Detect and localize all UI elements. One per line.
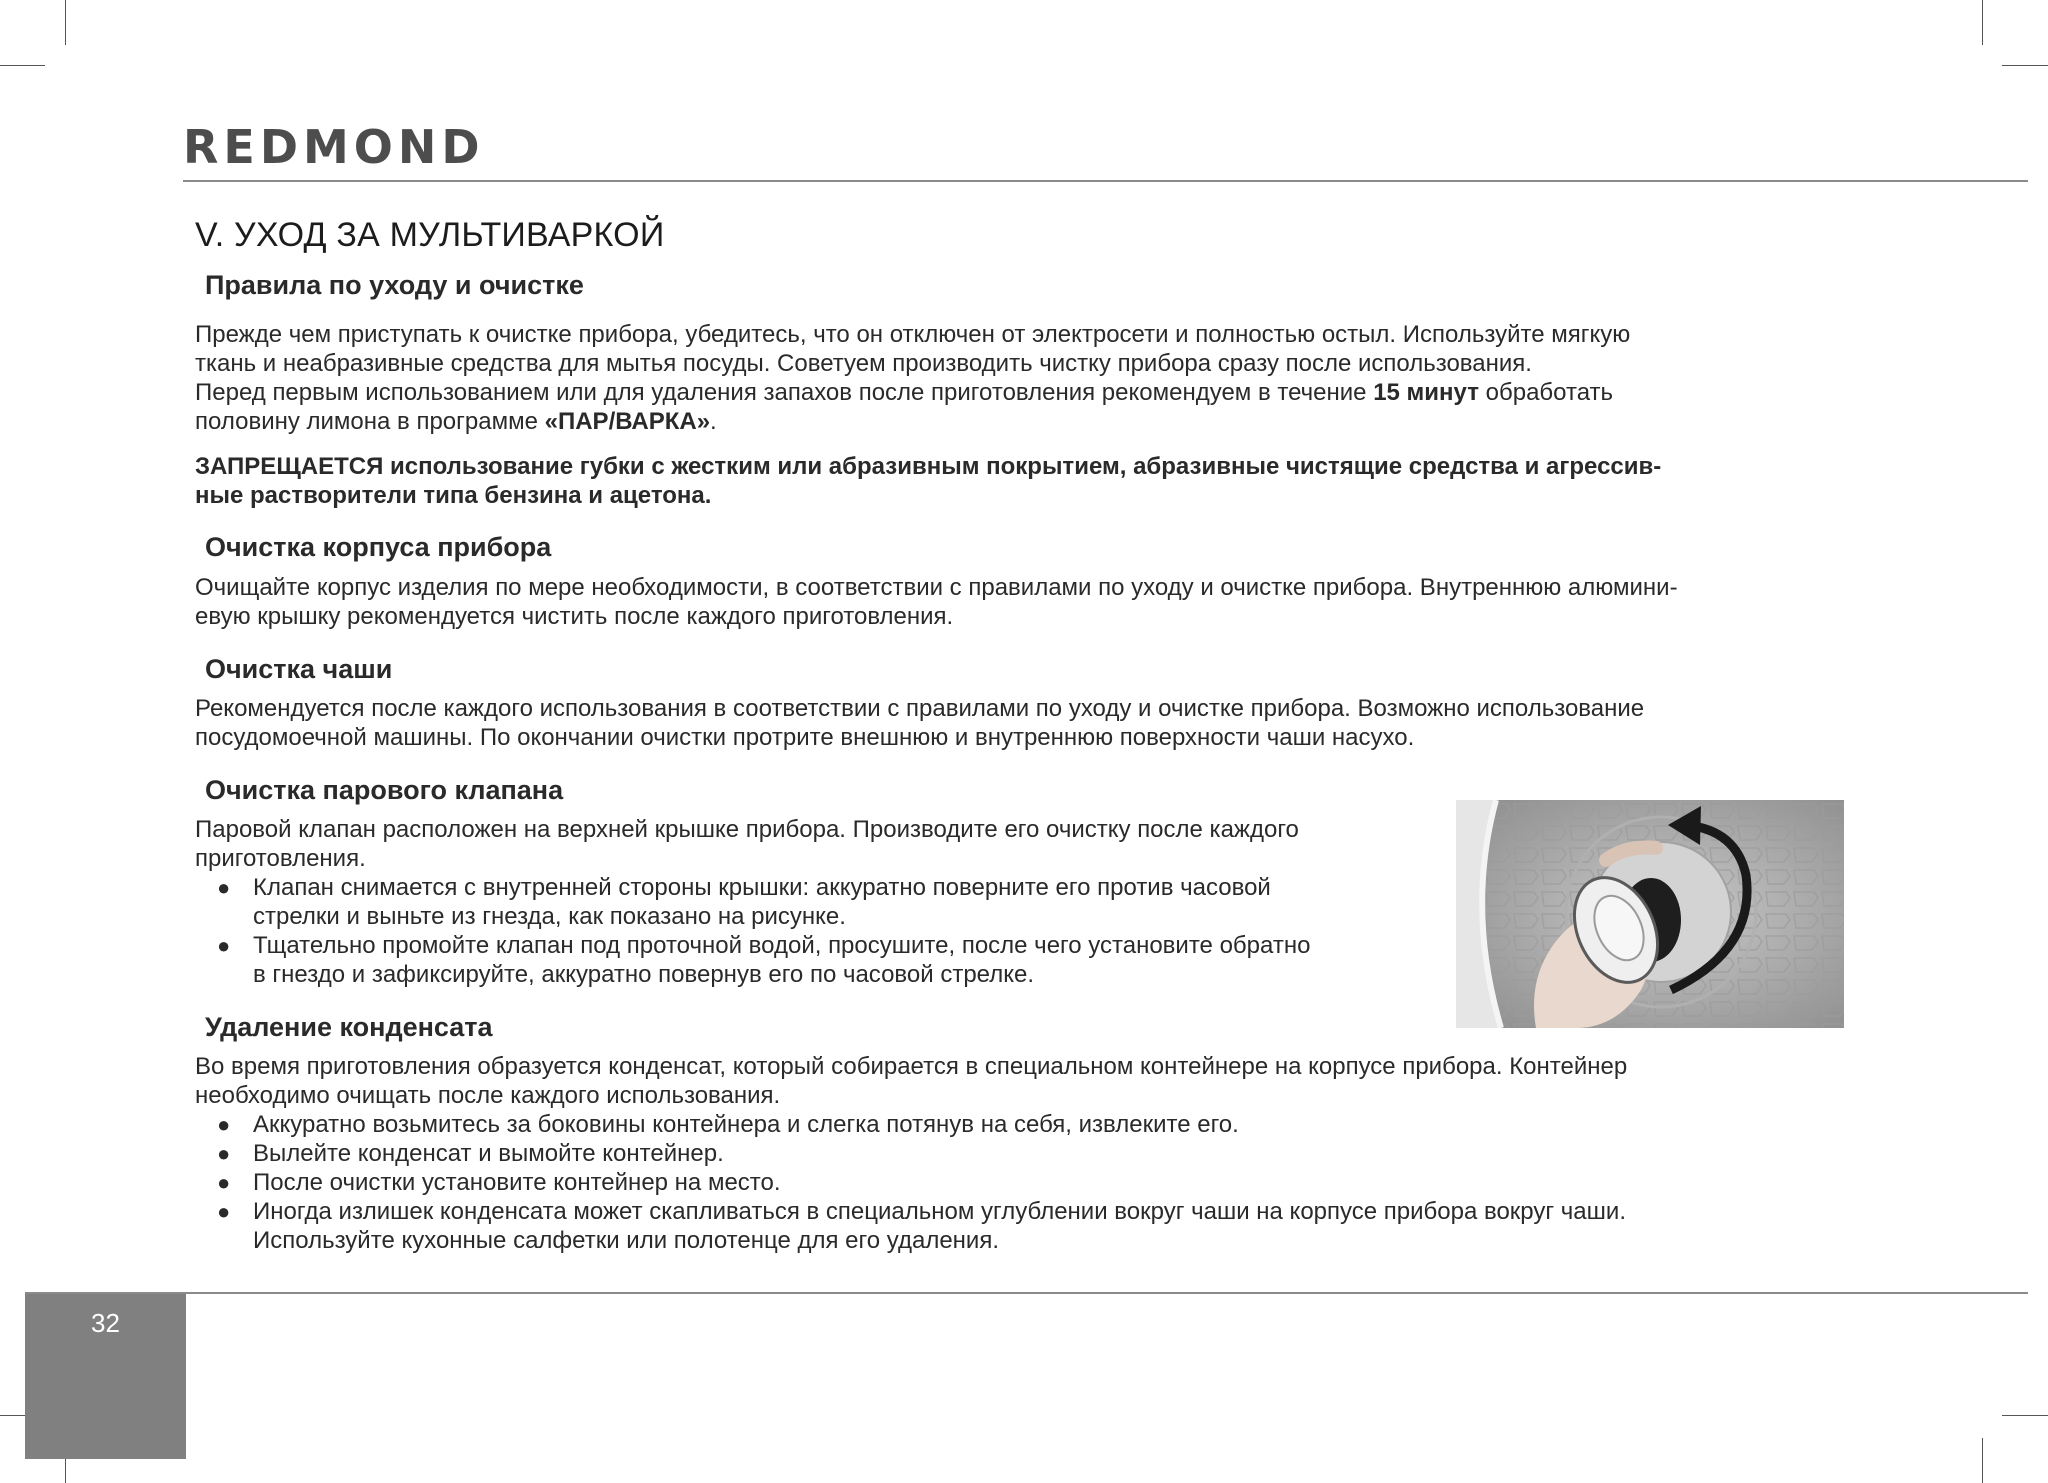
text-line: стрелки и выньте из гнезда, как показано на рисунке.	[253, 903, 846, 930]
header-rule	[183, 180, 2028, 182]
bullet-icon: ●	[217, 875, 231, 900]
warning-paragraph	[195, 452, 1661, 510]
list-item	[195, 1110, 1626, 1139]
brand-logo: REDMOND	[183, 120, 485, 174]
care-heading: Правила по уходу и очистке	[205, 270, 584, 300]
body-cleaning-heading: Очистка корпуса прибора	[205, 532, 552, 562]
text-line: Паровой клапан расположен на верхней крышке прибора. Производите его очистку после каждого	[195, 816, 1299, 843]
bullet-icon: ●	[217, 1112, 231, 1137]
text-line: Используйте кухонные салфетки или полотенце для его удаления.	[253, 1227, 999, 1254]
text-line: Прежде чем приступать к очистке прибора, убедитесь, что он отключен от электросети и полностью остыл. Используйте мягкую	[195, 321, 1631, 348]
text-line: евую крышку рекомендуется чистить после каждого приготовления.	[195, 603, 954, 630]
text-line: Аккуратно возьмитесь за боковины контейнера и слегка потянув на себя, извлеките его.	[253, 1111, 1239, 1138]
crop-mark	[65, 0, 66, 45]
text-span: обработать	[1478, 379, 1614, 406]
valve-removal-photo	[1456, 800, 1844, 1028]
page-number: 32	[91, 1308, 120, 1338]
text-line: посудомоечной машины. По окончании очистки протрите внешнюю и внутреннюю поверхности чаши насухо.	[195, 724, 1415, 751]
bowl-cleaning-paragraph	[195, 694, 1644, 752]
section-title: V. УХОД ЗА МУЛЬТИВАРКОЙ	[195, 216, 665, 254]
text-line: Очищайте корпус изделия по мере необходимости, в соответствии с правилами по уходу и очистке прибора. Внутреннюю алюмини-	[195, 574, 1678, 601]
duration-emphasis: 15 минут	[1373, 379, 1479, 406]
list-item	[195, 873, 1310, 931]
body-cleaning-paragraph	[195, 573, 1678, 631]
list-item	[195, 1139, 1626, 1168]
bowl-cleaning-heading: Очистка чаши	[205, 654, 393, 684]
crop-mark	[1982, 1438, 1983, 1483]
text-line: приготовления.	[195, 845, 366, 872]
crop-mark	[0, 65, 45, 66]
list-item	[195, 1197, 1626, 1255]
text-line: ЗАПРЕЩАЕТСЯ использование губки с жестким или абразивным покрытием, абразивные чистящие средства и агрессив-	[195, 453, 1662, 480]
condensate-paragraph	[195, 1052, 1627, 1110]
text-line: Клапан снимается с внутренней стороны крышки: аккуратно поверните его против часовой	[253, 874, 1271, 901]
crop-mark	[1982, 0, 1983, 45]
text-span: .	[710, 408, 717, 435]
text-span: половину лимона в программе	[195, 408, 545, 435]
text-line: в гнездо и зафиксируйте, аккуратно повернув его по часовой стрелке.	[253, 961, 1035, 988]
text-line	[195, 407, 1630, 436]
bullet-icon: ●	[217, 1199, 231, 1224]
text-line	[195, 378, 1630, 407]
text-line: ные растворители типа бензина и ацетона.	[195, 482, 712, 509]
valve-cleaning-paragraph	[195, 815, 1299, 873]
text-line: Тщательно промойте клапан под проточной водой, просушите, после чего установите обратно	[253, 932, 1311, 959]
text-line: Иногда излишек конденсата может скапливаться в специальном углублении вокруг чаши на корпусе прибора вокруг чаши.	[253, 1198, 1626, 1225]
page-number-box	[25, 1294, 186, 1459]
care-paragraph	[195, 320, 1630, 436]
list-item	[195, 931, 1310, 989]
valve-cleaning-heading: Очистка парового клапана	[205, 775, 564, 805]
condensate-heading: Удаление конденсата	[205, 1012, 493, 1042]
text-span: Перед первым использованием или для удаления запахов после приготовления рекомендуем в течение	[195, 379, 1374, 406]
bullet-icon: ●	[217, 1170, 231, 1195]
footer-rule	[25, 1292, 2028, 1294]
valve-photo-illustration	[1456, 800, 1844, 1028]
valve-bullet-list	[195, 873, 1310, 989]
text-line: Рекомендуется после каждого использования в соответствии с правилами по уходу и очистке прибора. Возможно использование	[195, 695, 1645, 722]
text-line: После очистки установите контейнер на место.	[253, 1169, 781, 1196]
crop-mark	[2002, 1415, 2048, 1416]
bullet-icon: ●	[217, 933, 231, 958]
bullet-icon: ●	[217, 1141, 231, 1166]
program-emphasis: «ПАР/ВАРКА»	[544, 408, 711, 435]
text-line: ткань и неабразивные средства для мытья посуды. Советуем производить чистку прибора сразу после использования.	[195, 350, 1532, 377]
text-line: Вылейте конденсат и вымойте контейнер.	[253, 1140, 724, 1167]
condensate-bullet-list	[195, 1110, 1626, 1255]
text-line: необходимо очищать после каждого использования.	[195, 1082, 781, 1109]
list-item	[195, 1168, 1626, 1197]
crop-mark	[2002, 65, 2048, 66]
text-line: Во время приготовления образуется конденсат, который собирается в специальном контейнере на корпусе прибора. Контейнер	[195, 1053, 1628, 1080]
